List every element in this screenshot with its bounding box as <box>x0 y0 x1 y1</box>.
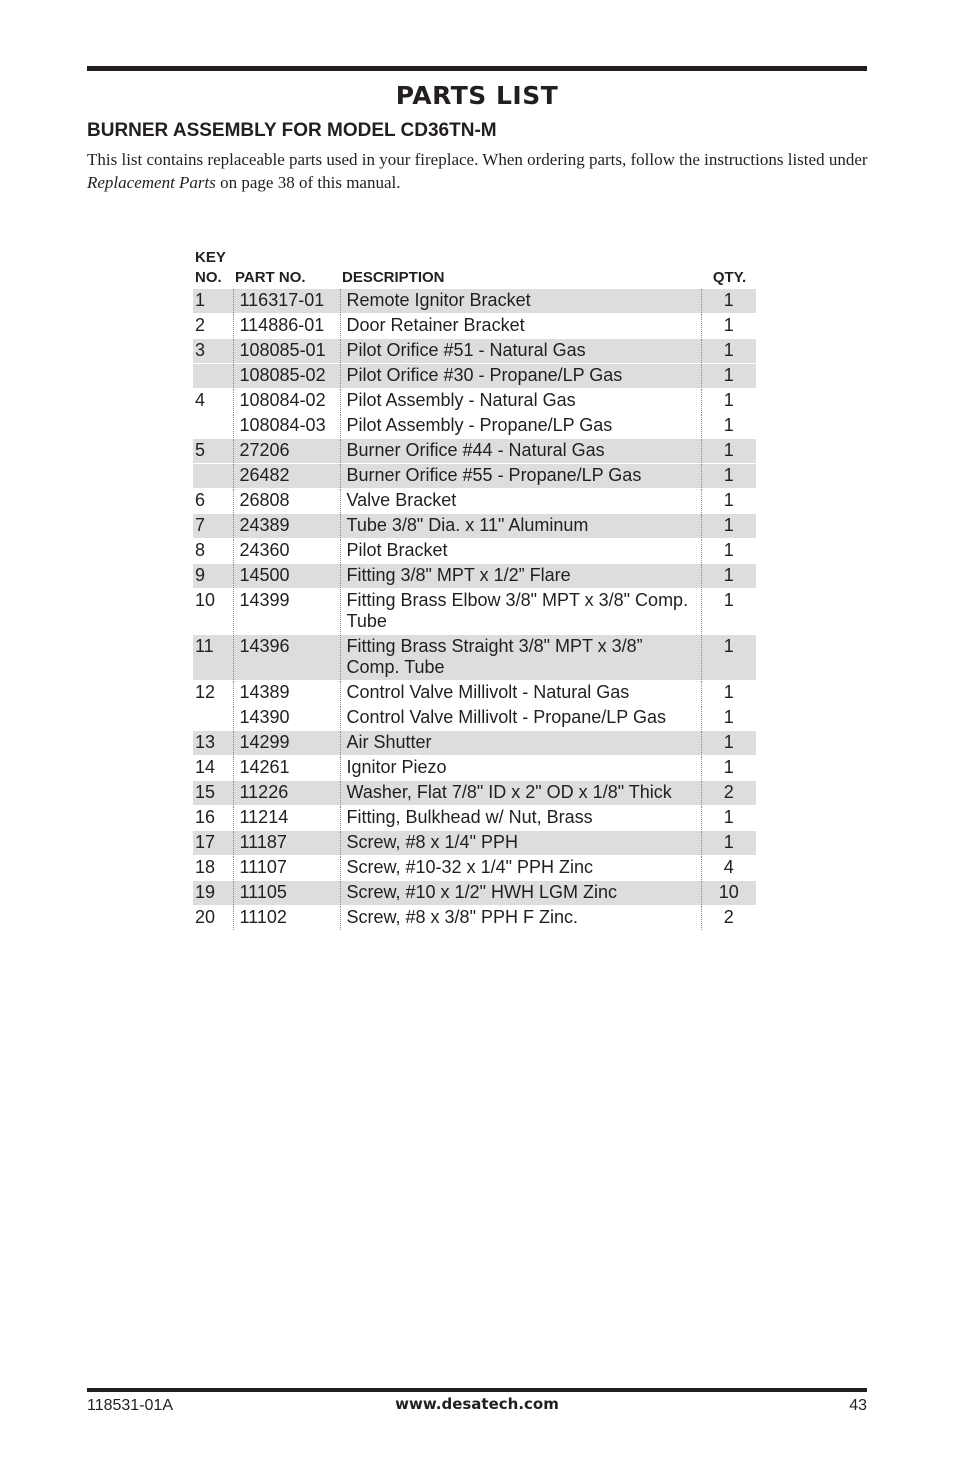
qty-cell: 1 <box>701 439 756 464</box>
part-no-cell: 14390 <box>233 706 340 731</box>
table-row <box>193 781 756 806</box>
qty-cell: 2 <box>723 907 734 927</box>
qty-cell: 1 <box>701 364 756 389</box>
key-no-cell: 20 <box>193 906 233 931</box>
table-row <box>193 464 756 489</box>
part-no-cell: 14261 <box>233 756 340 781</box>
intro-text-end: on page 38 of this manual. <box>215 173 401 192</box>
table-row <box>193 589 756 635</box>
description-cell: Pilot Assembly - Natural Gas <box>340 389 701 414</box>
key-no-cell: 10 <box>193 589 233 635</box>
key-no-cell: 7 <box>193 514 233 539</box>
key-no-cell: 2 <box>193 314 233 339</box>
description-cell: Washer, Flat 7/8" ID x 2" OD x 1/8" Thick <box>340 781 701 806</box>
part-no-cell: 14299 <box>233 731 340 756</box>
key-no-cell: 5 <box>193 439 233 464</box>
table-row <box>193 514 756 539</box>
section-title: BURNER ASSEMBLY FOR MODEL CD36TN-M <box>87 120 497 141</box>
page-title: PARTS LIST <box>395 81 559 110</box>
qty-cell: 1 <box>723 807 734 827</box>
description-cell: Fitting, Bulkhead w/ Nut, Brass <box>340 806 701 831</box>
part-no-cell: 24360 <box>233 539 340 564</box>
table-row <box>193 564 756 589</box>
description-cell: Burner Orifice #55 - Propane/LP Gas <box>340 464 701 489</box>
table-row <box>193 314 756 339</box>
table-row <box>193 364 756 389</box>
header-key-line2: NO. <box>195 269 222 286</box>
part-no-cell: 11226 <box>233 781 340 806</box>
qty-cell: 1 <box>723 390 734 410</box>
description-cell: Pilot Orifice #51 - Natural Gas <box>340 339 701 364</box>
description-cell: Fitting Brass Elbow 3/8" MPT x 3/8" Comp. Tube <box>340 589 701 635</box>
part-no-cell: 24389 <box>233 514 340 539</box>
intro-paragraph <box>87 148 872 194</box>
key-no-cell: 18 <box>193 856 233 881</box>
description-cell: Fitting 3/8" MPT x 1/2” Flare <box>340 564 701 589</box>
table-row <box>193 681 756 706</box>
description-cell: Remote Ignitor Bracket <box>340 289 701 314</box>
qty-cell: 1 <box>723 490 734 510</box>
table-row <box>193 414 756 439</box>
key-no-cell: 13 <box>193 731 233 756</box>
qty-cell: 1 <box>723 757 734 777</box>
key-no-cell: 8 <box>193 539 233 564</box>
part-no-cell: 108085-01 <box>233 339 340 364</box>
header-description: DESCRIPTION <box>342 269 445 286</box>
part-no-cell: 14500 <box>233 564 340 589</box>
table-row <box>193 831 756 856</box>
part-no-cell: 14396 <box>233 635 340 681</box>
qty-cell: 1 <box>701 635 756 681</box>
description-cell: Screw, #8 x 1/4" PPH <box>340 831 701 856</box>
description-cell: Control Valve Millivolt - Natural Gas <box>340 681 701 706</box>
qty-cell: 1 <box>701 564 756 589</box>
key-no-cell: 19 <box>193 881 233 906</box>
key-no-cell <box>193 364 233 389</box>
part-no-cell: 108084-03 <box>233 414 340 439</box>
header-part-no: PART NO. <box>235 269 306 286</box>
description-cell: Tube 3/8" Dia. x 11" Aluminum <box>340 514 701 539</box>
key-no-cell: 15 <box>193 781 233 806</box>
part-no-cell: 14399 <box>233 589 340 635</box>
part-no-cell: 108085-02 <box>233 364 340 389</box>
part-no-cell: 14389 <box>233 681 340 706</box>
key-no-cell <box>193 464 233 489</box>
table-row <box>193 756 756 781</box>
part-no-cell: 108084-02 <box>233 389 340 414</box>
table-row <box>193 439 756 464</box>
key-no-cell <box>193 706 233 731</box>
qty-cell: 1 <box>701 831 756 856</box>
qty-cell: 1 <box>701 339 756 364</box>
header-key-line1: KEY <box>195 249 226 266</box>
table-row <box>193 635 756 681</box>
description-cell: Valve Bracket <box>340 489 701 514</box>
key-no-cell <box>193 414 233 439</box>
part-no-cell: 27206 <box>233 439 340 464</box>
table-row <box>193 489 756 514</box>
key-no-cell: 16 <box>193 806 233 831</box>
key-no-cell: 1 <box>193 289 233 314</box>
part-no-cell: 26808 <box>233 489 340 514</box>
key-no-cell: 4 <box>193 389 233 414</box>
qty-cell: 1 <box>723 540 734 560</box>
qty-cell: 1 <box>701 289 756 314</box>
qty-cell: 1 <box>701 731 756 756</box>
key-no-cell: 11 <box>193 635 233 681</box>
part-no-cell: 116317-01 <box>233 289 340 314</box>
description-cell: Screw, #10 x 1/2" HWH LGM Zinc <box>340 881 701 906</box>
table-row <box>193 856 756 881</box>
qty-cell: 10 <box>701 881 756 906</box>
key-no-cell: 12 <box>193 681 233 706</box>
table-row <box>193 389 756 414</box>
part-no-cell: 11105 <box>233 881 340 906</box>
header-qty: QTY. <box>712 269 747 286</box>
qty-cell: 1 <box>723 682 734 702</box>
description-cell: Pilot Assembly - Propane/LP Gas <box>340 414 701 439</box>
key-no-cell: 9 <box>193 564 233 589</box>
table-row <box>193 706 756 731</box>
part-no-cell: 11187 <box>233 831 340 856</box>
description-cell: Pilot Bracket <box>340 539 701 564</box>
key-no-cell: 14 <box>193 756 233 781</box>
table-row <box>193 881 756 906</box>
description-cell: Screw, #8 x 3/8" PPH F Zinc. <box>340 906 701 931</box>
qty-cell: 1 <box>723 590 734 610</box>
parts-table-body <box>193 289 756 931</box>
qty-cell: 4 <box>723 857 734 877</box>
description-cell: Ignitor Piezo <box>340 756 701 781</box>
description-cell: Door Retainer Bracket <box>340 314 701 339</box>
description-cell: Screw, #10-32 x 1/4" PPH Zinc <box>340 856 701 881</box>
website-link[interactable]: www.desatech.com <box>395 1395 559 1413</box>
description-cell: Burner Orifice #44 - Natural Gas <box>340 439 701 464</box>
qty-cell: 1 <box>701 464 756 489</box>
bottom-rule <box>87 1388 867 1392</box>
qty-cell: 1 <box>701 514 756 539</box>
table-header-row <box>193 248 756 289</box>
page-number: 43 <box>849 1397 867 1414</box>
intro-reference: Replacement Parts <box>87 173 216 192</box>
key-no-cell: 17 <box>193 831 233 856</box>
part-no-cell: 11102 <box>233 906 340 931</box>
table-row <box>193 806 756 831</box>
intro-text: This list contains replaceable parts used in your fireplace. When ordering parts, follow the instructions listed under <box>87 150 868 169</box>
table-row <box>193 539 756 564</box>
part-no-cell: 11214 <box>233 806 340 831</box>
key-no-cell: 3 <box>193 339 233 364</box>
header-key-no <box>193 248 233 289</box>
parts-table <box>193 248 756 931</box>
qty-cell: 1 <box>723 707 734 727</box>
key-no-cell: 6 <box>193 489 233 514</box>
description-cell: Fitting Brass Straight 3/8" MPT x 3/8” Comp. Tube <box>340 635 701 681</box>
table-row <box>193 906 756 931</box>
qty-cell: 1 <box>723 315 734 335</box>
table-row <box>193 731 756 756</box>
document-number: 118531-01A <box>87 1397 173 1414</box>
qty-cell: 2 <box>701 781 756 806</box>
top-rule <box>87 66 867 71</box>
qty-cell: 1 <box>723 415 734 435</box>
part-no-cell: 114886-01 <box>233 314 340 339</box>
table-row <box>193 289 756 314</box>
part-no-cell: 11107 <box>233 856 340 881</box>
description-cell: Air Shutter <box>340 731 701 756</box>
description-cell: Control Valve Millivolt - Propane/LP Gas <box>340 706 701 731</box>
table-row <box>193 339 756 364</box>
description-cell: Pilot Orifice #30 - Propane/LP Gas <box>340 364 701 389</box>
part-no-cell: 26482 <box>233 464 340 489</box>
